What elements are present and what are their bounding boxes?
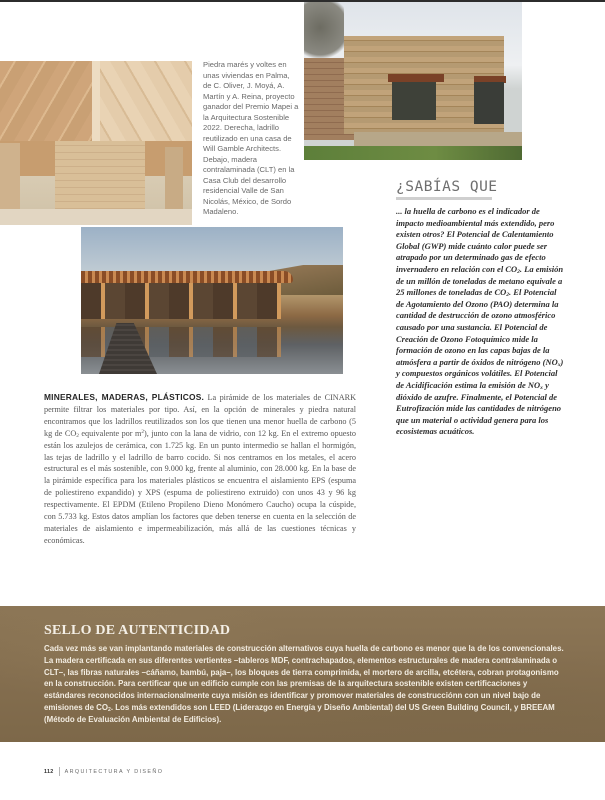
photo-lake-pavilion [81, 227, 343, 374]
vault-ceiling-left [0, 61, 96, 141]
photo-stone-vault-interior [0, 61, 192, 225]
page-footer [44, 767, 163, 776]
page-number: 112 [44, 768, 54, 775]
pavilion-roof [81, 271, 293, 283]
magazine-name: ARQUITECTURA Y DISEÑO [64, 768, 164, 775]
photo-caption: Piedra marés y voltes en unas viviendas en Palma, de C. Oliver, J. Moyá, A. Martín y A. Reina, proyecto ganador del Premio Mapei a la Arquitectura Sostenible 2022. Derecha, ladrillo reutilizado en una casa de Will Gamble Architects. Debajo, madera contralaminada (CLT) en la Casa Club del desarrollo residencial Valle de San Nicolás, México, de Sordo Madaleno. [203, 60, 299, 216]
did-you-know-box [396, 178, 566, 438]
band-title: SELLO DE AUTENTICIDAD [44, 623, 231, 638]
band-body: Cada vez más se van implantando materiales de construcción alternativos cuya huella de carbono es menor que la de los convencionales. La madera certificada en sus diferentes vertientes –tableros MDF, contrachapados, elementos estructurales de madera contralaminada o CLT–, las fibras naturales –cáñamo, bambú, paja–, los bloques de tierra comprimida, el mortero de arcilla, etcétera, cobran protagonismo en la construcción. Para certificar que un edificio cumple con las premisas de la arquitectura sostenible existen certificaciones y estándares reconocidos internacionalmente cuya misión es identificar y promover materiales de construcciónn con un nivel bajo de emisiones de $CO_2$. Los más extendidos son LEED (Liderazgo en Energía y Diseño Ambiental) del US Green Building Council, y BREEAM (Método de Evaluación Ambiental de Edificios). [44, 644, 564, 724]
ruin-corten-beam [388, 74, 444, 82]
vault-floor [0, 209, 192, 225]
ruin-tree [304, 2, 344, 66]
vault-pillar-right [165, 147, 183, 213]
ruin-lawn [304, 146, 522, 160]
vault-pillar-left [0, 143, 20, 213]
did-you-know-title: ¿SABÍAS QUE [396, 179, 492, 200]
footer-divider [59, 767, 60, 776]
vault-wall [55, 141, 145, 215]
vault-ceiling-right [96, 61, 192, 141]
article-body: MINERALES, MADERAS, PLÁSTICOS. La pirámide de los materiales de CINARK permite filtrar los materiales por tipo. Así, en la opción de minerales y piedra natural encontramos que los ladrillos reutilizados son los que tienen una menor huella de carbono (5 kg de $CO_2$ equivalente por $m^2$), junto con la lana de vidrio, con 12 kg. En el extremo opuesto están los azulejos de cerámica, con 1.725 kg. En un punto intermedio se hallan el hormigón, las tejas de ladrillo y el ladrillo de barro cocido. Si nos centramos en los metales, el acero estructural es el más sostenible, con 9.000 kg, frente al aluminio, con 28.000 kg. En la base de la pirámide específica para los materiales plásticos se encuentra el aislamiento EPS (espuma de poliestireno expandido) y XPS (espuma de poliestireno extruido) con unos 43 y 96 kg respectivamente. El EPDM (Etileno Propileno Dieno Monómero Caucho) ocupa la cúspide, con 5.733 kg. Estos datos amplían los factores que deben tenerse en cuenta en la selección de materiales de aislamiento e impermeabilización, más allá de las cuestiones técnicas y económicas. [44, 392, 356, 545]
ruin-glazing [392, 82, 436, 120]
ruin-glazing [474, 82, 504, 124]
article-lead: MINERALES, MADERAS, PLÁSTICOS. [44, 392, 205, 402]
ruin-terrace [354, 132, 522, 146]
authenticity-seal-band [0, 606, 605, 742]
pavilion-columns [81, 283, 281, 319]
did-you-know-body: ... la huella de carbono es el indicador de impacto medioambiental más extendido, pero existen otros? El Potencial de Calentamiento Global (GWP) mide cuánto calor puede ser atrapado por un determinado gas de efecto invernadero en relación con el $CO_2$. La emisión de un millón de toneladas de metano equivale a 25 millones de toneladas de $CO_2$. El Potencial de Agotamiento del Ozono (PAO) determina la cantidad de destrucción de ozono atmosférico causado por una sustancia. El Potencial de Creación de Ozono Fotoquímico mide la formación de ozono en las capas bajas de la atmósfera a partir de óxidos de nitrógeno $(NO_x)$ y compuestos orgánicos volátiles. El Potencial de Acidificación estima la emisión de $NO_x$ y dióxido de azufre. Finalmente, el Potencial de Eutrofización mide las cantidades de nitrógeno que un material o actividad genera para los ecosistemas acuáticos. [396, 206, 564, 437]
photo-brick-ruin-house [304, 2, 522, 160]
